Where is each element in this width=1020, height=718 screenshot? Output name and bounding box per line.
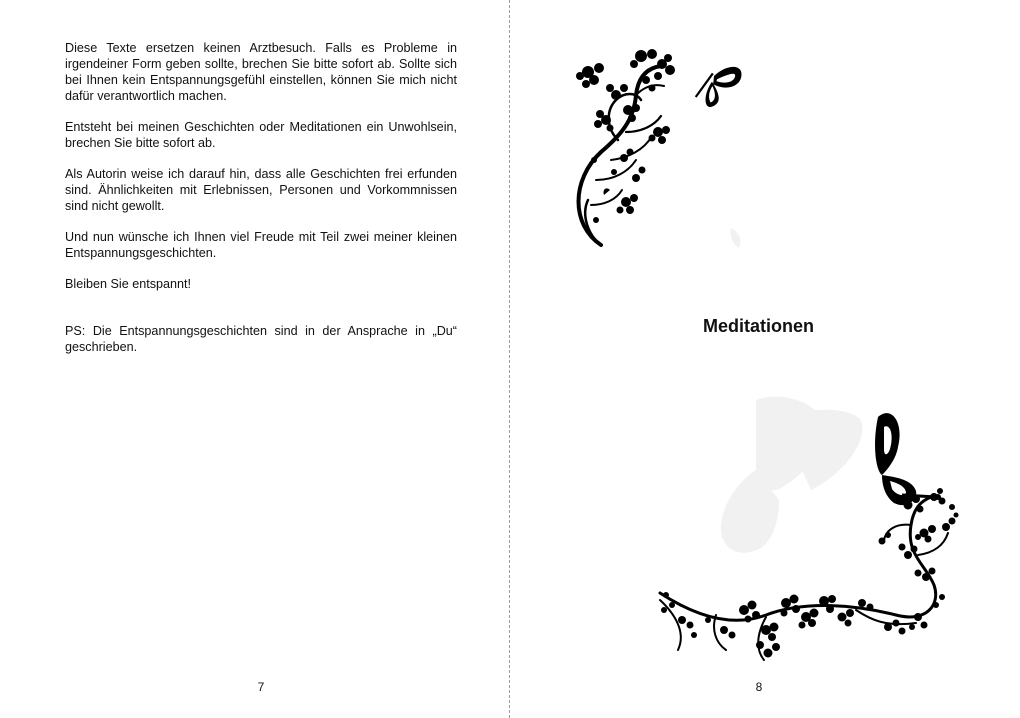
paragraph-discomfort: Entsteht bei meinen Geschichten oder Meditationen ein Unwohlsein, brechen Sie bitte sofort ab. xyxy=(65,120,457,150)
page-title: Meditationen xyxy=(703,316,814,336)
paragraph-wishes: Und nun wünsche ich Ihnen viel Freude mit Teil zwei meiner kleinen Entspannungsgeschichten. xyxy=(65,230,457,260)
page-number-left: 7 xyxy=(257,680,265,694)
right-page xyxy=(511,0,1020,718)
paragraph-ps: PS: Die Entspannungsgeschichten sind in der Ansprache in „Du“ geschrieben. xyxy=(65,324,457,354)
disclaimer-text xyxy=(65,40,457,370)
floral-vine-bottom-icon xyxy=(656,405,976,675)
floral-vine-top-icon xyxy=(566,40,766,260)
paragraph-relax: Bleiben Sie entspannt! xyxy=(65,277,192,291)
paragraph-disclaimer: Diese Texte ersetzen keinen Arztbesuch. Falls es Probleme in irgendeiner Form geben sollte, brechen Sie bitte sofort ab. Sollte sich bei Ihnen kein Entspannungsgefühl einstellen, können Sie mich nicht dafür verantwortlich machen. xyxy=(65,41,457,103)
page-number-right: 8 xyxy=(755,680,763,694)
page-gutter xyxy=(509,0,510,718)
paragraph-fiction: Als Autorin weise ich darauf hin, dass alle Geschichten frei erfunden sind. Ähnlichkeiten mit Erlebnissen, Personen und Vorkommnissen sind nicht gewollt. xyxy=(65,167,457,213)
